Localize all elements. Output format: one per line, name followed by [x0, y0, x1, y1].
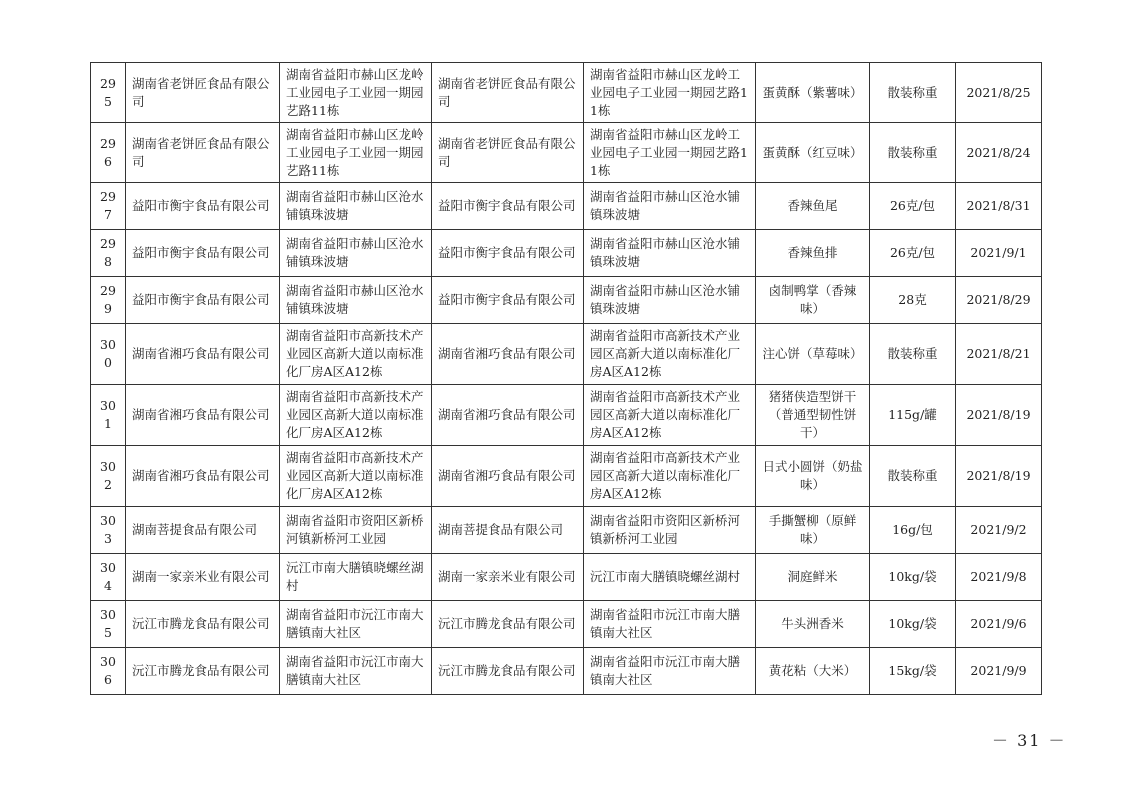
sampled-unit-address: 湖南省益阳市高新技术产业园区高新大道以南标准化厂房A区A12栋 [584, 324, 756, 385]
producer-name: 湖南省老饼匠食品有限公司 [126, 123, 280, 183]
producer-address: 湖南省益阳市高新技术产业园区高新大道以南标准化厂房A区A12栋 [280, 385, 432, 446]
sampled-unit-address: 湖南省益阳市沅江市南大膳镇南大社区 [584, 601, 756, 648]
table-row [91, 123, 1042, 183]
production-date: 2021/8/19 [956, 446, 1042, 507]
table-row [91, 601, 1042, 648]
table-row [91, 183, 1042, 230]
producer-address: 湖南省益阳市资阳区新桥河镇新桥河工业园 [280, 507, 432, 554]
sampled-unit-name: 湖南一家亲米业有限公司 [432, 554, 584, 601]
producer-address: 湖南省益阳市沅江市南大膳镇南大社区 [280, 601, 432, 648]
producer-name: 湖南省湘巧食品有限公司 [126, 324, 280, 385]
production-date: 2021/8/25 [956, 63, 1042, 123]
sampling-table [90, 62, 1042, 695]
producer-name: 湖南省湘巧食品有限公司 [126, 446, 280, 507]
row-number: 301 [91, 385, 126, 446]
product-name: 猪猪侠造型饼干（普通型韧性饼干） [756, 385, 870, 446]
producer-address: 湖南省益阳市赫山区龙岭工业园电子工业园一期园艺路11栋 [280, 63, 432, 123]
product-name: 香辣鱼尾 [756, 183, 870, 230]
table-row [91, 385, 1042, 446]
row-number: 303 [91, 507, 126, 554]
sampled-unit-name: 湖南省老饼匠食品有限公司 [432, 63, 584, 123]
product-name: 卤制鸭掌（香辣味） [756, 277, 870, 324]
producer-name: 湖南省老饼匠食品有限公司 [126, 63, 280, 123]
table-row [91, 648, 1042, 695]
product-spec: 10kg/袋 [870, 601, 956, 648]
sampled-unit-address: 湖南省益阳市资阳区新桥河镇新桥河工业园 [584, 507, 756, 554]
product-spec: 散装称重 [870, 324, 956, 385]
sampled-unit-address: 湖南省益阳市赫山区龙岭工业园电子工业园一期园艺路11栋 [584, 123, 756, 183]
row-number: 299 [91, 277, 126, 324]
table-row [91, 507, 1042, 554]
page-number: － 31 － [992, 731, 1067, 750]
row-number: 300 [91, 324, 126, 385]
product-name: 黄花粘（大米） [756, 648, 870, 695]
table-body [91, 63, 1042, 695]
producer-address: 湖南省益阳市沅江市南大膳镇南大社区 [280, 648, 432, 695]
row-number: 295 [91, 63, 126, 123]
production-date: 2021/9/1 [956, 230, 1042, 277]
production-date: 2021/9/2 [956, 507, 1042, 554]
table-row [91, 230, 1042, 277]
sampled-unit-name: 湖南省湘巧食品有限公司 [432, 385, 584, 446]
product-spec: 26克/包 [870, 230, 956, 277]
sampled-unit-address: 湖南省益阳市高新技术产业园区高新大道以南标准化厂房A区A12栋 [584, 446, 756, 507]
production-date: 2021/9/8 [956, 554, 1042, 601]
sampled-unit-name: 湖南菩提食品有限公司 [432, 507, 584, 554]
sampled-unit-name: 湖南省湘巧食品有限公司 [432, 446, 584, 507]
producer-name: 湖南省湘巧食品有限公司 [126, 385, 280, 446]
product-name: 洞庭鲜米 [756, 554, 870, 601]
sampled-unit-address: 湖南省益阳市高新技术产业园区高新大道以南标准化厂房A区A12栋 [584, 385, 756, 446]
sampled-unit-address: 湖南省益阳市沅江市南大膳镇南大社区 [584, 648, 756, 695]
production-date: 2021/9/6 [956, 601, 1042, 648]
sampled-unit-name: 益阳市衡宇食品有限公司 [432, 183, 584, 230]
product-spec: 15kg/袋 [870, 648, 956, 695]
producer-address: 湖南省益阳市赫山区沧水铺镇珠波塘 [280, 277, 432, 324]
production-date: 2021/8/21 [956, 324, 1042, 385]
production-date: 2021/8/19 [956, 385, 1042, 446]
production-date: 2021/8/31 [956, 183, 1042, 230]
product-spec: 28克 [870, 277, 956, 324]
sampled-unit-address: 沅江市南大膳镇晓螺丝湖村 [584, 554, 756, 601]
producer-address: 湖南省益阳市赫山区龙岭工业园电子工业园一期园艺路11栋 [280, 123, 432, 183]
producer-address: 湖南省益阳市赫山区沧水铺镇珠波塘 [280, 230, 432, 277]
production-date: 2021/8/29 [956, 277, 1042, 324]
sampled-unit-address: 湖南省益阳市赫山区沧水铺镇珠波塘 [584, 230, 756, 277]
sampled-unit-name: 沅江市腾龙食品有限公司 [432, 648, 584, 695]
product-name: 牛头洲香米 [756, 601, 870, 648]
product-spec: 散装称重 [870, 63, 956, 123]
product-spec: 散装称重 [870, 123, 956, 183]
sampled-unit-name: 沅江市腾龙食品有限公司 [432, 601, 584, 648]
sampled-unit-name: 湖南省湘巧食品有限公司 [432, 324, 584, 385]
table-row [91, 63, 1042, 123]
table-row [91, 554, 1042, 601]
row-number: 304 [91, 554, 126, 601]
sampled-unit-name: 益阳市衡宇食品有限公司 [432, 230, 584, 277]
sampled-unit-name: 湖南省老饼匠食品有限公司 [432, 123, 584, 183]
table-row [91, 446, 1042, 507]
row-number: 306 [91, 648, 126, 695]
product-name: 香辣鱼排 [756, 230, 870, 277]
producer-address: 湖南省益阳市高新技术产业园区高新大道以南标准化厂房A区A12栋 [280, 446, 432, 507]
product-name: 手撕蟹柳（原鲜味） [756, 507, 870, 554]
row-number: 296 [91, 123, 126, 183]
producer-name: 益阳市衡宇食品有限公司 [126, 277, 280, 324]
product-spec: 115g/罐 [870, 385, 956, 446]
producer-name: 沅江市腾龙食品有限公司 [126, 601, 280, 648]
producer-name: 沅江市腾龙食品有限公司 [126, 648, 280, 695]
product-spec: 16g/包 [870, 507, 956, 554]
product-spec: 10kg/袋 [870, 554, 956, 601]
product-name: 蛋黄酥（紫薯味） [756, 63, 870, 123]
product-spec: 散装称重 [870, 446, 956, 507]
row-number: 297 [91, 183, 126, 230]
product-name: 注心饼（草莓味） [756, 324, 870, 385]
producer-name: 益阳市衡宇食品有限公司 [126, 183, 280, 230]
producer-name: 湖南菩提食品有限公司 [126, 507, 280, 554]
product-name: 蛋黄酥（红豆味） [756, 123, 870, 183]
sampled-unit-address: 湖南省益阳市赫山区沧水铺镇珠波塘 [584, 183, 756, 230]
producer-name: 益阳市衡宇食品有限公司 [126, 230, 280, 277]
product-spec: 26克/包 [870, 183, 956, 230]
row-number: 305 [91, 601, 126, 648]
production-date: 2021/9/9 [956, 648, 1042, 695]
table-row [91, 277, 1042, 324]
product-name: 日式小圆饼（奶盐味） [756, 446, 870, 507]
sampled-unit-address: 湖南省益阳市赫山区沧水铺镇珠波塘 [584, 277, 756, 324]
sampled-unit-address: 湖南省益阳市赫山区龙岭工业园电子工业园一期园艺路11栋 [584, 63, 756, 123]
producer-address: 湖南省益阳市赫山区沧水铺镇珠波塘 [280, 183, 432, 230]
producer-address: 湖南省益阳市高新技术产业园区高新大道以南标准化厂房A区A12栋 [280, 324, 432, 385]
sampled-unit-name: 益阳市衡宇食品有限公司 [432, 277, 584, 324]
row-number: 302 [91, 446, 126, 507]
table-row [91, 324, 1042, 385]
producer-name: 湖南一家亲米业有限公司 [126, 554, 280, 601]
producer-address: 沅江市南大膳镇晓螺丝湖村 [280, 554, 432, 601]
production-date: 2021/8/24 [956, 123, 1042, 183]
row-number: 298 [91, 230, 126, 277]
